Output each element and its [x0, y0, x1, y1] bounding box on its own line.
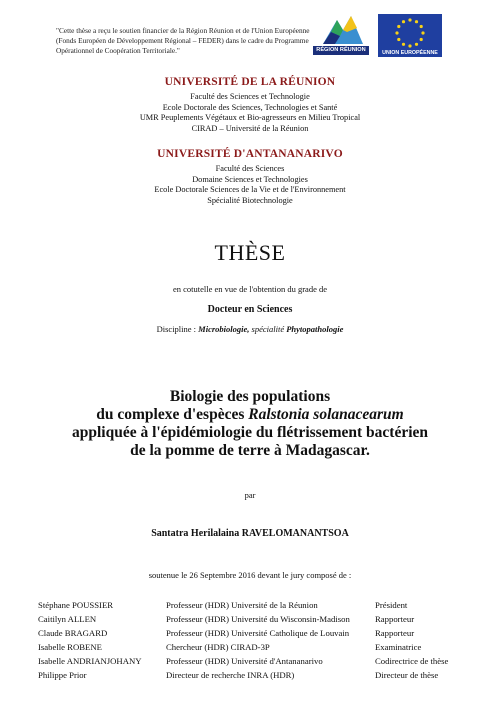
jury-title: Professeur (HDR) Université du Wisconsin-Madison: [166, 614, 350, 624]
these-heading: THÈSE: [214, 240, 286, 265]
jury-name: Claude BRAGARD: [38, 628, 108, 638]
region-reunion-logo: [313, 12, 369, 56]
jury-role: Directeur de thèse: [375, 670, 439, 680]
jury-row: [38, 642, 468, 656]
jury-row: [38, 670, 468, 684]
jury-title: Professeur (HDR) Université d'Antananarivo: [166, 656, 323, 666]
affiliation-line: Ecole Doctorale des Sciences, Technologies et Santé: [162, 102, 338, 112]
title-line: Biologie des populations: [169, 388, 331, 405]
jury-role: Président: [375, 600, 408, 610]
title-line: appliquée à l'épidémiologie du flétrissement bactérien: [71, 424, 429, 441]
eu-caption: UNION EUROPÉENNE: [378, 49, 442, 57]
affiliation-line: Domaine Sciences et Technologies: [192, 174, 308, 184]
jury-name: Caitilyn ALLEN: [38, 614, 97, 624]
jury-role: Examinatrice: [375, 642, 422, 652]
funding-statement: "Cette thèse a reçu le soutien financier de la Région Réunion et de l'Union Européenne (Fonds Européen de Développement Régional – FEDER) dans le cadre du Programme Opérationnel de Coopération Territoriale.": [56, 26, 310, 55]
university-reunion-name: UNIVERSITÉ DE LA RÉUNION: [164, 76, 336, 88]
jury-role: Codirectrice de thèse: [375, 656, 449, 666]
university-antananarivo-details: [0, 164, 500, 206]
title-line: [0, 406, 500, 424]
title-species: Ralstonia solanacearum: [248, 406, 404, 423]
author-name: Santatra Herilalaina RAVELOMANANTSOA: [151, 528, 349, 539]
jury-row: [38, 628, 468, 642]
affiliation-line: Faculté des Sciences et Technologie: [190, 92, 310, 101]
university-antananarivo-name: UNIVERSITÉ D'ANTANANARIVO: [157, 148, 343, 160]
jury-list: [38, 600, 468, 684]
eu-logo: [378, 14, 442, 57]
eu-flag: [378, 14, 442, 49]
affiliation-line: CIRAD – Université de la Réunion: [191, 123, 309, 133]
region-reunion-emblem: [321, 12, 365, 46]
jury-row: [38, 600, 468, 614]
jury-name: Isabelle ANDRIANJOHANY: [38, 656, 142, 666]
defense-statement: soutenue le 26 Septembre 2016 devant le jury composé de :: [148, 570, 352, 580]
region-reunion-caption: RÉGION RÉUNION: [313, 46, 369, 55]
affiliation-line: UMR Peuplements Végétaux et Bio-agresseurs en Milieu Tropical: [139, 113, 361, 123]
jury-name: Stéphane POUSSIER: [38, 600, 114, 610]
affiliation-line: Ecole Doctorale Sciences de la Vie et de l'Environnement: [154, 185, 346, 195]
title-text: du complexe d'espèces: [96, 406, 249, 423]
affiliation-line: Faculté des Sciences: [215, 164, 285, 173]
jury-row: [38, 656, 468, 670]
jury-role: Rapporteur: [375, 628, 415, 638]
specialite-value: Phytopathologie: [286, 324, 344, 334]
university-reunion-details: [0, 92, 500, 134]
par-label: par: [244, 490, 256, 500]
specialite-label: spécialité: [249, 324, 287, 334]
degree-title: Docteur en Sciences: [207, 304, 293, 315]
jury-title: Professeur (HDR) Université Catholique de Louvain: [166, 628, 350, 638]
jury-name: Philippe Prior: [38, 670, 87, 680]
jury-row: [38, 614, 468, 628]
thesis-title: [0, 388, 500, 460]
discipline-value: Microbiologie,: [198, 324, 250, 334]
jury-name: Isabelle ROBENE: [38, 642, 102, 652]
jury-title: Directeur de recherche INRA (HDR): [166, 670, 295, 680]
jury-role: Rapporteur: [375, 614, 415, 624]
affiliation-line: Spécialité Biotechnologie: [207, 195, 293, 205]
eu-stars-icon: [378, 14, 442, 49]
cotutelle-line: en cotutelle en vue de l'obtention du grade de: [172, 284, 327, 294]
jury-title: Chercheur (HDR) CIRAD-3P: [166, 642, 270, 652]
discipline-label: Discipline :: [156, 324, 199, 334]
jury-title: Professeur (HDR) Université de la Réunion: [166, 600, 318, 610]
title-line: de la pomme de terre à Madagascar.: [130, 442, 370, 459]
discipline-line: [0, 324, 500, 334]
